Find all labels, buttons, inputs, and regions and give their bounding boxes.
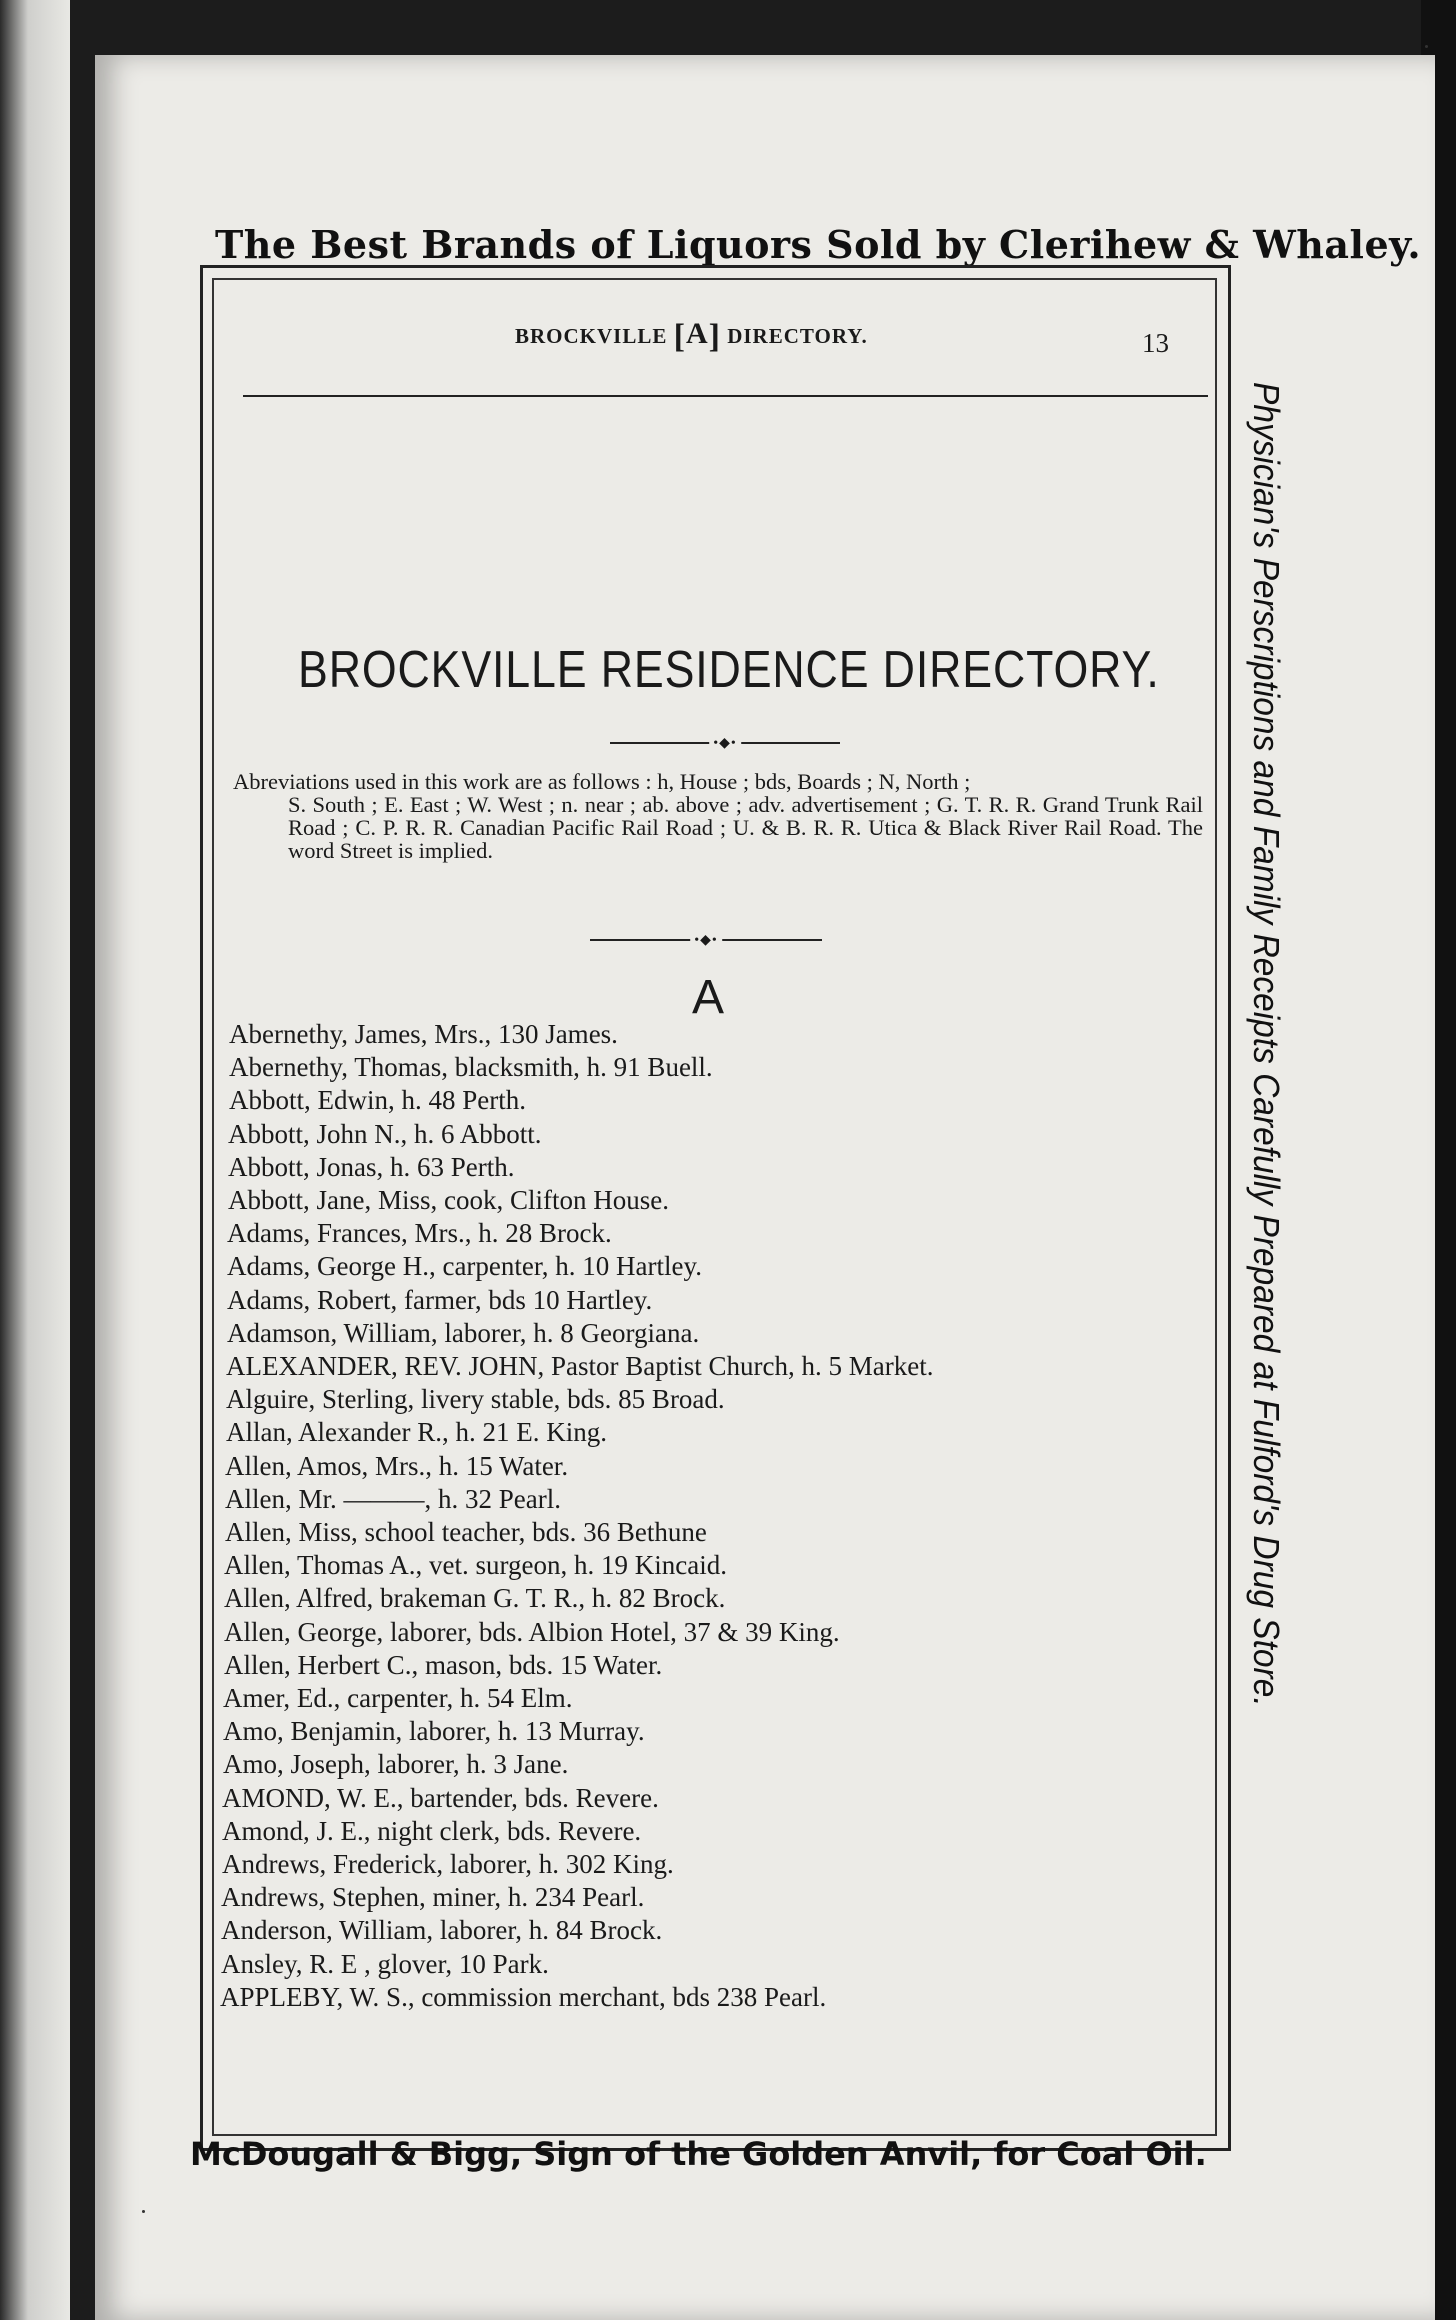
directory-entry: Abbott, John N., h. 6 Abbott. bbox=[228, 1118, 542, 1149]
directory-entry: Amo, Joseph, laborer, h. 3 Jane. bbox=[223, 1749, 569, 1780]
directory-entry: Andrews, Stephen, miner, h. 234 Pearl. bbox=[221, 1882, 645, 1913]
bottom-advertisement-banner: McDougall & Bigg, Sign of the Golden Anvil, for Coal Oil. bbox=[190, 2135, 1207, 2173]
directory-entry: Abbott, Jonas, h. 63 Perth. bbox=[228, 1151, 515, 1182]
side-advertisement-banner: Physician's Perscriptions and Family Receipts Carefully Prepared at Fulford's Drug Store. bbox=[1246, 382, 1287, 1707]
directory-entry: Alguire, Sterling, livery stable, bds. 85 Broad. bbox=[226, 1384, 725, 1415]
running-head-left: BROCKVILLE bbox=[515, 324, 668, 348]
directory-entry: Allan, Alexander R., h. 21 E. King. bbox=[226, 1417, 607, 1448]
directory-entry: Allen, Amos, Mrs., h. 15 Water. bbox=[225, 1450, 569, 1481]
divider-dots: •◆• bbox=[690, 932, 722, 949]
directory-entry: AMOND, W. E., bartender, bds. Revere. bbox=[222, 1782, 659, 1813]
directory-entry: Adams, George H., carpenter, h. 10 Hartley. bbox=[227, 1251, 703, 1282]
directory-entry: Allen, Thomas A., vet. surgeon, h. 19 Kincaid. bbox=[224, 1550, 727, 1581]
running-head-letter: A bbox=[685, 317, 709, 350]
adjacent-page-edge bbox=[0, 0, 70, 2320]
top-advertisement-banner: The Best Brands of Liquors Sold by Clerihew & Whaley. bbox=[215, 222, 1422, 267]
directory-entry: Abbott, Edwin, h. 48 Perth. bbox=[229, 1085, 526, 1116]
directory-entry: Abernethy, James, Mrs., 130 James. bbox=[229, 1019, 618, 1049]
running-head bbox=[515, 317, 868, 356]
abbreviations-rest: S. South ; E. East ; W. West ; n. near ; ab. above ; adv. advertisement ; G. T. R. R. Grand Trunk Rail Road ; C. P. R. R. Canadian Pacific Rail Road ; U. & B. R. R. Utica & Black River Rail Road. The word Street is implied. bbox=[288, 792, 1203, 863]
divider-dots: •◆• bbox=[709, 735, 741, 752]
directory-entry: Allen, Mr. ———, h. 32 Pearl. bbox=[225, 1483, 561, 1514]
directory-entry: Allen, Herbert C., mason, bds. 15 Water. bbox=[224, 1649, 663, 1680]
directory-entries bbox=[215, 1018, 1225, 2014]
directory-entry: Amond, J. E., night clerk, bds. Revere. bbox=[222, 1815, 642, 1846]
section-ornament-divider bbox=[590, 930, 822, 950]
directory-entry: Abbott, Jane, Miss, cook, Clifton House. bbox=[228, 1185, 669, 1216]
section-letter: A bbox=[692, 971, 725, 1024]
scan-speck bbox=[142, 2210, 145, 2213]
directory-entry: Allen, Alfred, brakeman G. T. R., h. 82 Brock. bbox=[224, 1583, 726, 1614]
running-head-bracket-close: ] bbox=[708, 318, 721, 355]
directory-entry: Abernethy, Thomas, blacksmith, h. 91 Buell. bbox=[229, 1052, 713, 1083]
running-head-bracket-open: [ bbox=[673, 318, 686, 355]
directory-entry: Adamson, William, laborer, h. 8 Georgiana. bbox=[227, 1317, 700, 1348]
abbreviations-first-line: Abreviations used in this work are as follows : h, House ; bds, Boards ; N, North ; bbox=[233, 769, 971, 794]
directory-entry: APPLEBY, W. S., commission merchant, bds 238 Pearl. bbox=[220, 1981, 827, 2012]
page-number: 13 bbox=[1142, 328, 1169, 358]
scan-speck bbox=[1425, 45, 1428, 48]
abbreviations-paragraph bbox=[233, 770, 1203, 862]
running-head-right: DIRECTORY. bbox=[727, 324, 868, 348]
header-rule bbox=[243, 395, 1208, 397]
directory-entry: Andrews, Frederick, laborer, h. 302 King. bbox=[222, 1849, 674, 1880]
directory-entry: Allen, Miss, school teacher, bds. 36 Bethune bbox=[225, 1517, 707, 1548]
directory-entry: Ansley, R. E , glover, 10 Park. bbox=[221, 1948, 549, 1979]
directory-entry: Amo, Benjamin, laborer, h. 13 Murray. bbox=[223, 1716, 645, 1747]
page-title: BROCKVILLE RESIDENCE DIRECTORY. bbox=[298, 641, 1160, 699]
directory-entry: Adams, Robert, farmer, bds 10 Hartley. bbox=[227, 1284, 653, 1315]
directory-entry: Adams, Frances, Mrs., h. 28 Brock. bbox=[227, 1218, 612, 1249]
directory-entry: Anderson, William, laborer, h. 84 Brock. bbox=[221, 1915, 663, 1946]
directory-entry: Allen, George, laborer, bds. Albion Hotel, 37 & 39 King. bbox=[224, 1616, 840, 1647]
directory-entry: Amer, Ed., carpenter, h. 54 Elm. bbox=[223, 1683, 573, 1714]
directory-entry: ALEXANDER, REV. JOHN, Pastor Baptist Church, h. 5 Market. bbox=[226, 1351, 934, 1382]
title-ornament-divider bbox=[610, 733, 840, 753]
